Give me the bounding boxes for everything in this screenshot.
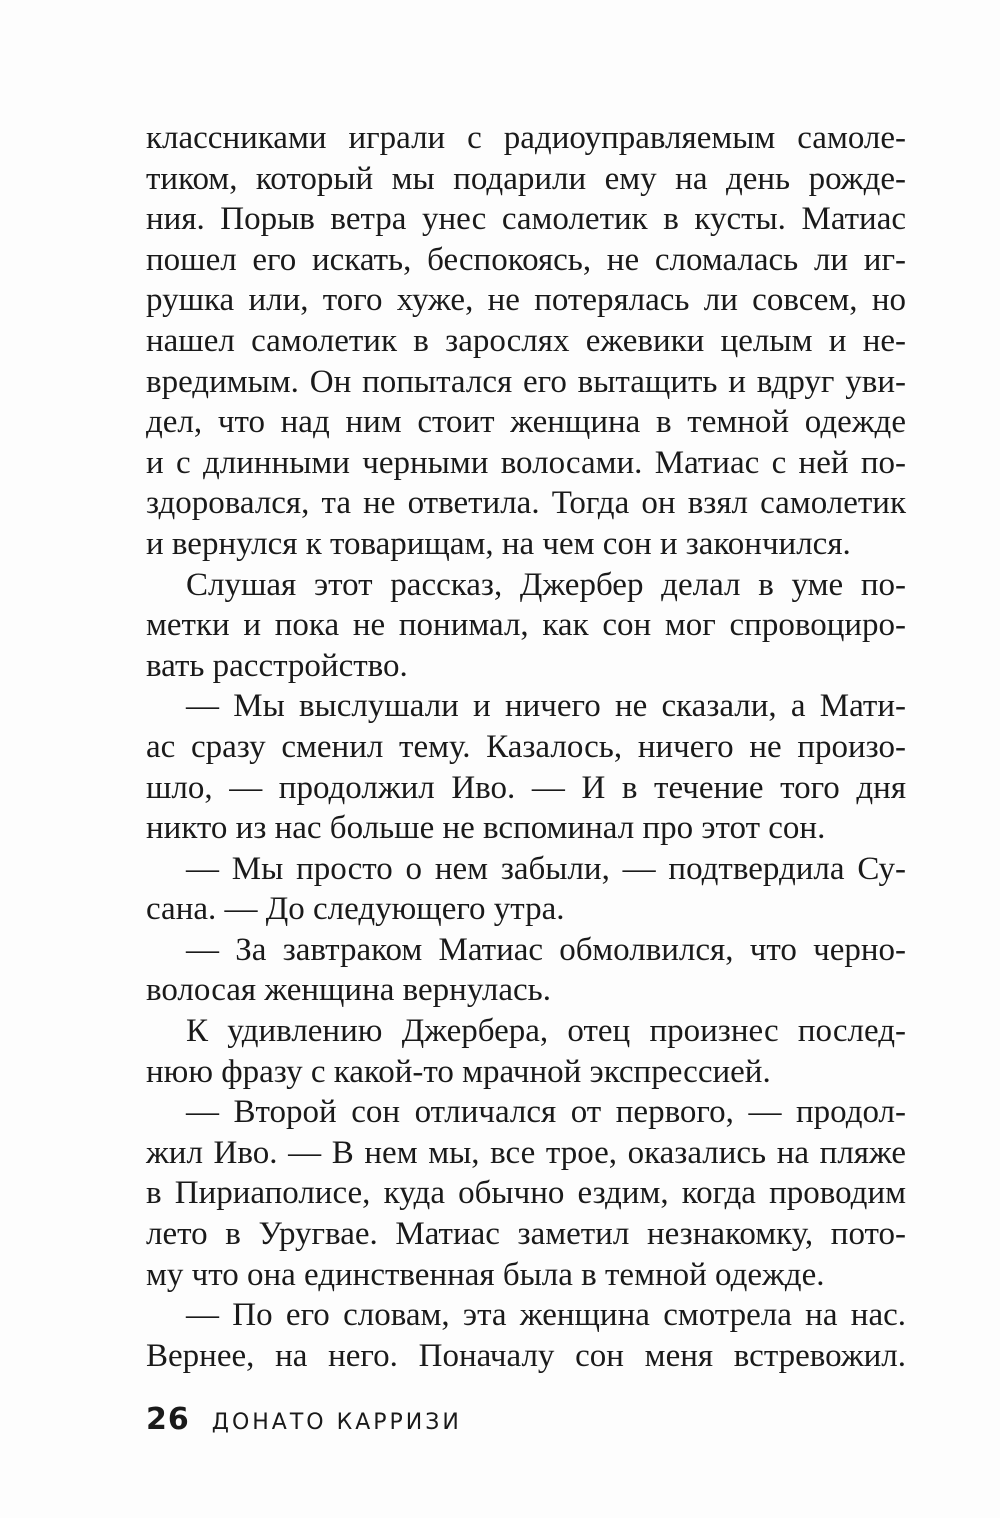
text-line: в Пириаполисе, куда обычно ездим, когда проводим bbox=[146, 1175, 906, 1212]
page-footer bbox=[146, 1402, 462, 1442]
text-line: — Мы выслушали и ничего не сказали, а Мати- bbox=[186, 688, 906, 725]
text-line: — По его словам, эта женщина смотрела на нас. bbox=[186, 1297, 906, 1334]
text-line: и вернулся к товарищам, на чем сон и закончился. bbox=[146, 525, 851, 562]
text-line: — Второй сон отличался от первого, — продол- bbox=[186, 1094, 906, 1131]
text-line: ас сразу сменил тему. Казалось, ничего не произо- bbox=[146, 728, 906, 765]
text-line: дел, что над ним стоит женщина в темной одежде bbox=[146, 404, 906, 441]
text-line: классниками играли с радиоуправляемым самоле- bbox=[146, 120, 906, 156]
text-line: ния. Порыв ветра унес самолетик в кусты. Матиас bbox=[146, 201, 906, 238]
text-line: Вернее, на него. Поначалу сон меня встревожил. bbox=[146, 1337, 906, 1374]
text-line: тиком, который мы подарили ему на день рожде- bbox=[146, 160, 906, 197]
page-number: 26 bbox=[146, 1402, 190, 1437]
body-text bbox=[146, 118, 906, 1376]
running-head-author: ДОНАТО КАРРИЗИ bbox=[211, 1410, 462, 1435]
text-line: пошел его искать, беспокоясь, не сломалась ли иг- bbox=[146, 241, 906, 278]
text-line: сана. — До следующего утра. bbox=[146, 891, 565, 928]
text-line: му что она единственная была в темной одежде. bbox=[146, 1256, 825, 1293]
text-line: вать расстройство. bbox=[146, 647, 408, 684]
text-line: вредимым. Он попытался его вытащить и вдруг уви- bbox=[146, 363, 906, 400]
text-line: метки и пока не понимал, как сон мог спровоциро- bbox=[146, 607, 906, 644]
text-line: шло, — продолжил Иво. — И в течение того дня bbox=[146, 769, 906, 806]
text-line: нашел самолетик в зарослях ежевики целым и не- bbox=[146, 322, 906, 359]
text-line: волосая женщина вернулась. bbox=[146, 972, 551, 1009]
text-line: и с длинными черными волосами. Матиас с ней по- bbox=[146, 444, 906, 481]
text-line: лето в Уругвае. Матиас заметил незнакомку, пото- bbox=[146, 1216, 906, 1253]
text-line: Слушая этот рассказ, Джербер делал в уме по- bbox=[186, 566, 906, 603]
text-line: рушка или, того хуже, не потерялась ли совсем, но bbox=[146, 282, 906, 319]
text-line: — За завтраком Матиас обмолвился, что черно- bbox=[186, 931, 906, 968]
text-line: К удивлению Джербера, отец произнес послед- bbox=[186, 1013, 906, 1050]
text-line: жил Иво. — В нем мы, все трое, оказались на пляже bbox=[146, 1134, 906, 1171]
text-line: нюю фразу с какой-то мрачной экспрессией. bbox=[146, 1053, 771, 1090]
text-line: никто из нас больше не вспоминал про этот сон. bbox=[146, 810, 826, 847]
text-line: — Мы просто о нем забыли, — подтвердила Су- bbox=[186, 850, 906, 887]
text-line: здоровался, та не ответила. Тогда он взял самолетик bbox=[146, 485, 906, 522]
